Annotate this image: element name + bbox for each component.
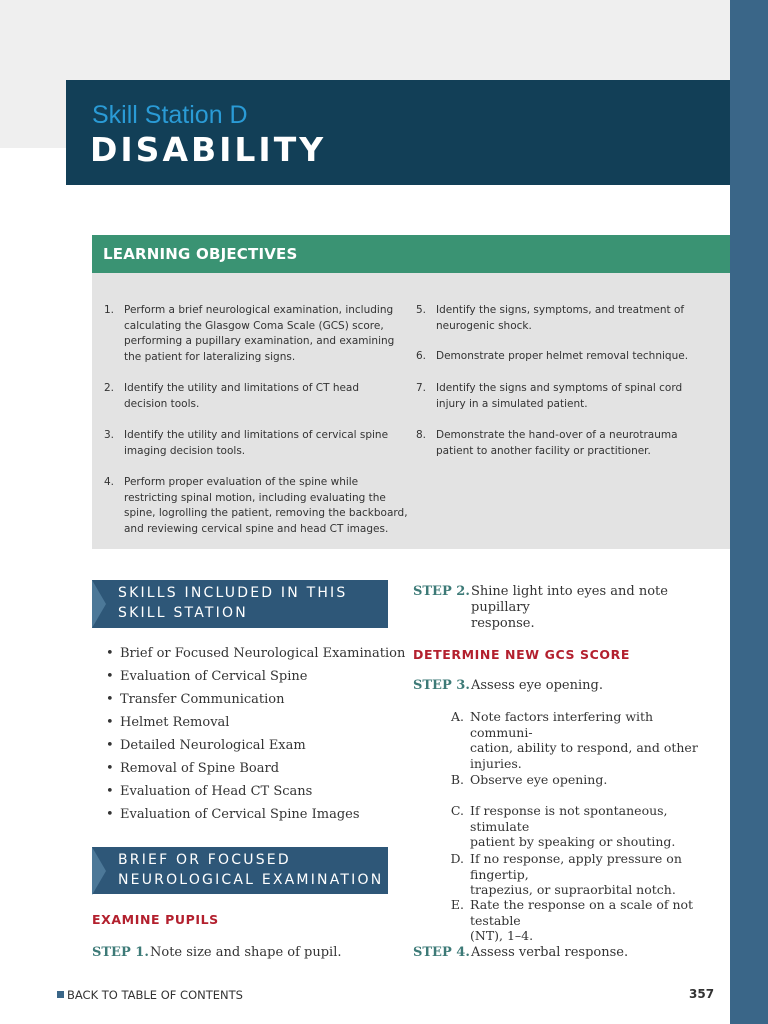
objective-item: 4. Perform proper evaluation of the spine while restricting spinal motion, including evaluating the spine, logrolling the patient, removing the backboard, and reviewing cervical spine and head CT images. <box>103 476 408 535</box>
step-1-text: Note size and shape of pupil. <box>150 945 342 960</box>
skill-station-subtitle: Skill Station D <box>92 101 248 129</box>
back-to-toc-link[interactable]: BACK TO TABLE OF CONTENTS <box>57 988 243 1002</box>
page-header <box>66 80 730 185</box>
examine-pupils-heading: EXAMINE PUPILS <box>92 912 219 927</box>
objective-item: 2. Identify the utility and limitations of CT head decision tools. <box>103 382 360 410</box>
learning-objectives-heading: LEARNING OBJECTIVES <box>103 245 298 263</box>
objective-item: 1. Perform a brief neurological examination, including calculating the Glasgow Coma Scale (GCS) score, performing a pupillary examination, and examining the patient for lateralizing signs. <box>103 304 395 363</box>
banner-arrow-icon <box>92 847 106 895</box>
step-2-label: STEP 2. <box>413 584 470 599</box>
step-1-label: STEP 1. <box>92 945 149 960</box>
objective-item: 3. Identify the utility and limitations of cervical spine imaging decision tools. <box>103 429 389 457</box>
step-3-sub-item: B. Observe eye opening. <box>450 772 608 787</box>
step-3-text: Assess eye opening. <box>471 678 603 693</box>
step-4-label: STEP 4. <box>413 945 470 960</box>
objective-item: 6. Demonstrate proper helmet removal technique. <box>415 350 689 362</box>
page-title: DISABILITY <box>90 130 327 169</box>
bullet-icon: • <box>106 715 114 730</box>
step-3-sub-item: A. Note factors interfering with communi- cation, ability to respond, and other injuries. <box>450 709 698 771</box>
neuro-exam-banner: BRIEF OR FOCUSED NEUROLOGICAL EXAMINATION <box>92 847 388 894</box>
skills-included-banner: SKILLS INCLUDED IN THIS SKILL STATION <box>92 580 388 628</box>
step-3-sub-item: C. If response is not spontaneous, stimulate patient by speaking or shouting. <box>450 803 676 849</box>
step-3-sub-item: D. If no response, apply pressure on fingertip, trapezius, or supraorbital notch. <box>450 851 682 897</box>
gcs-score-heading: DETERMINE NEW GCS SCORE <box>413 647 630 662</box>
step-2-text: Shine light into eyes and note pupillary response. <box>471 584 668 631</box>
banner-arrow-icon <box>92 580 106 628</box>
bullet-icon: • <box>106 669 114 684</box>
bullet-icon: • <box>106 784 114 799</box>
right-edge-band <box>730 0 768 1024</box>
objective-item: 7. Identify the signs and symptoms of spinal cord injury in a simulated patient. <box>415 382 683 410</box>
bullet-icon: • <box>106 646 114 661</box>
objective-item: 5. Identify the signs, symptoms, and treatment of neurogenic shock. <box>415 304 685 332</box>
objective-item: 8. Demonstrate the hand-over of a neurotrauma patient to another facility or practitioner. <box>415 429 678 457</box>
bullet-icon: • <box>106 761 114 776</box>
square-icon <box>57 991 64 998</box>
bullet-icon: • <box>106 738 114 753</box>
bullet-icon: • <box>106 692 114 707</box>
step-4-text: Assess verbal response. <box>471 945 629 960</box>
learning-objectives-heading-bar <box>92 235 730 273</box>
bullet-icon: • <box>106 807 114 822</box>
page-number: 357 <box>689 987 715 1001</box>
step-3-label: STEP 3. <box>413 678 470 693</box>
step-3-sub-item: E. Rate the response on a scale of not testable (NT), 1–4. <box>450 897 694 943</box>
